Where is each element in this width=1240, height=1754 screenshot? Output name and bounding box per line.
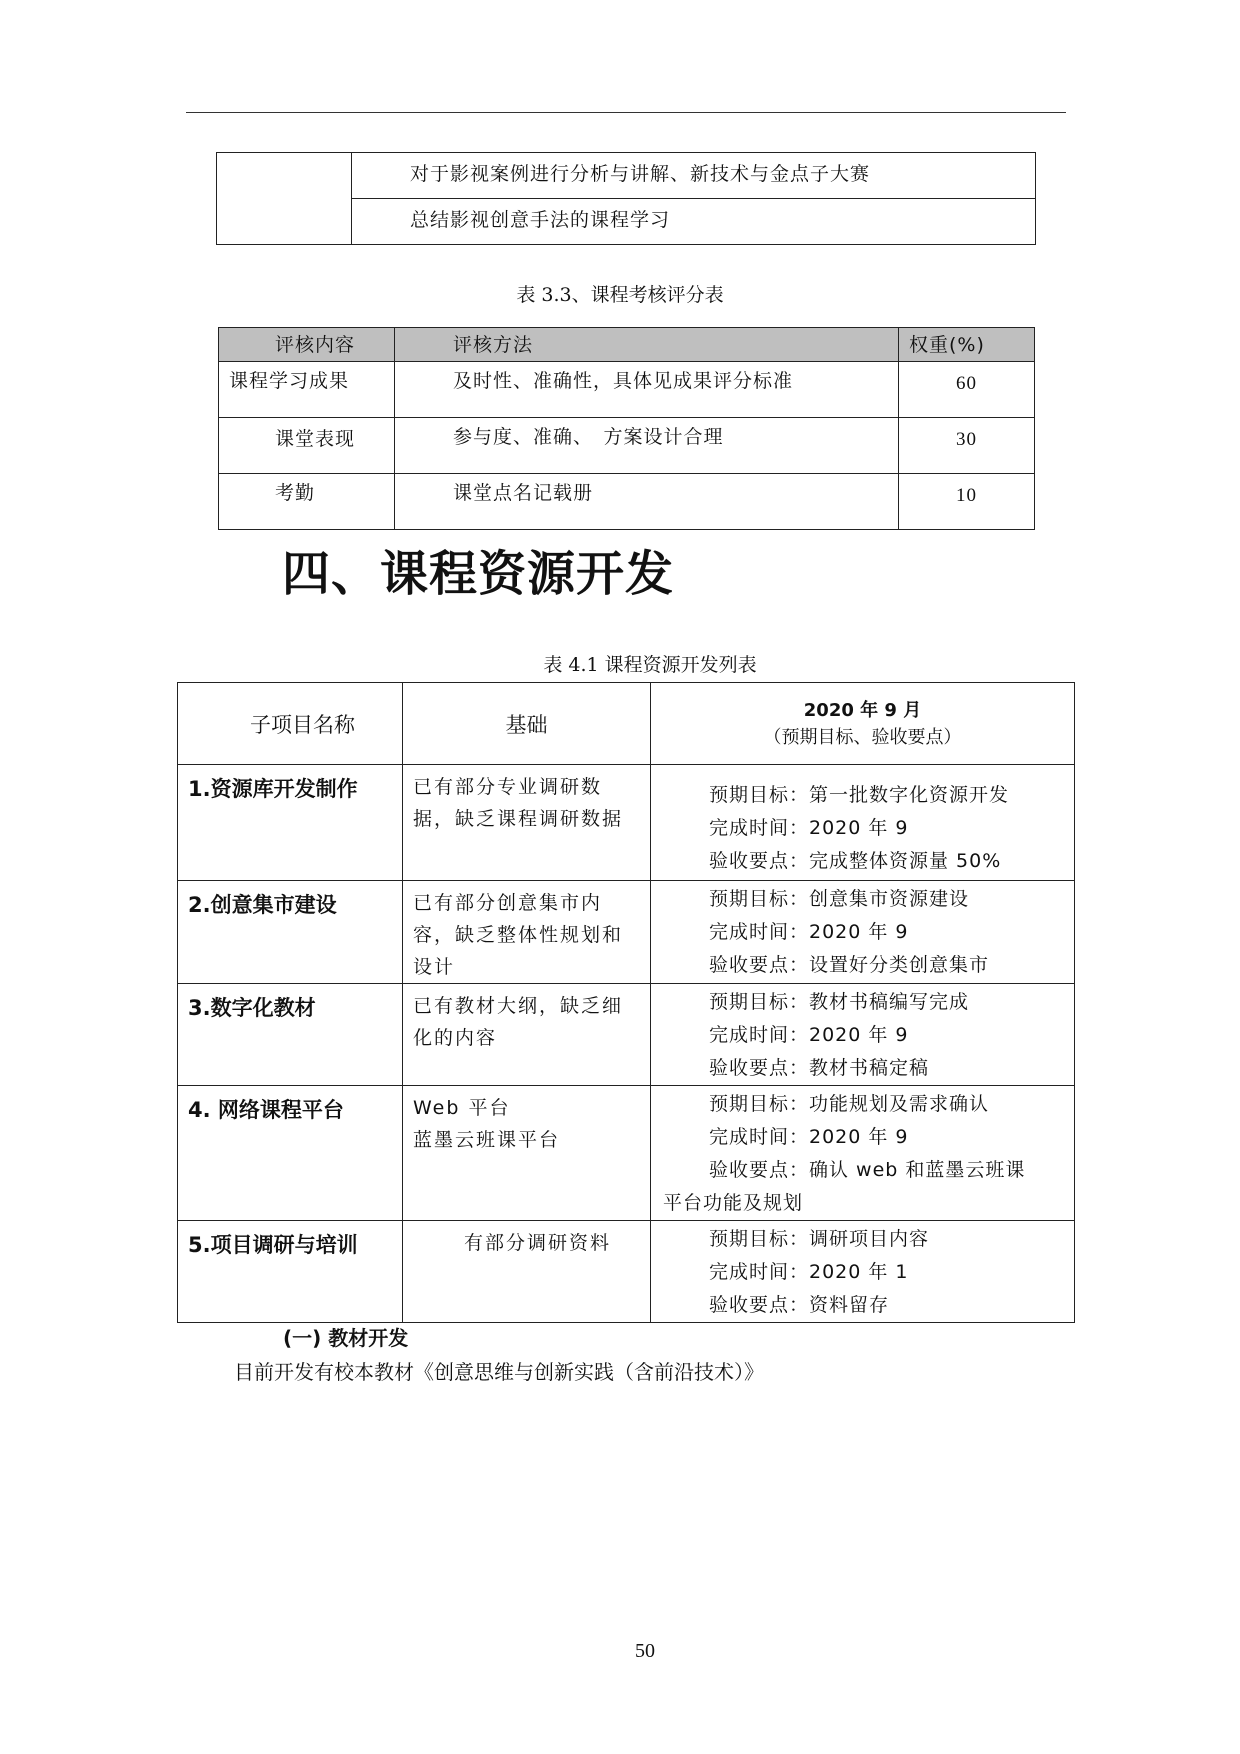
accept-line: 验收要点：资料留存 xyxy=(709,1294,890,1316)
assess-weight: 30 xyxy=(899,418,1035,474)
assess-content: 课程学习成果 xyxy=(219,362,395,418)
table-row xyxy=(178,1221,1075,1323)
time-line: 完成时间：2020 年 9 xyxy=(709,817,909,839)
subproject-name: 2.创意集市建设 xyxy=(178,881,403,984)
table-row xyxy=(219,418,1035,474)
assessment-table xyxy=(218,327,1035,530)
page-number: 50 xyxy=(635,1640,655,1662)
subproject-name: 3.数字化教材 xyxy=(178,984,403,1086)
subproject-basis: 已有部分专业调研数据，缺乏课程调研数据 xyxy=(403,765,651,881)
goal-line: 预期目标：调研项目内容 xyxy=(709,1228,930,1250)
header-time-sub: （预期目标、验收要点） xyxy=(763,726,962,748)
subproject-basis: 有部分调研资料 xyxy=(403,1221,651,1323)
subproject-basis: 已有部分创意集市内容，缺乏整体性规划和设计 xyxy=(403,881,651,984)
header-cell: 评核内容 xyxy=(219,328,395,362)
accept-line: 验收要点：完成整体资源量 50% xyxy=(709,850,1002,872)
assess-method: 参与度、准确、 方案设计合理 xyxy=(395,418,899,474)
assess-weight: 60 xyxy=(899,362,1035,418)
accept-line: 验收要点：教材书稿定稿 xyxy=(709,1057,930,1079)
assess-content: 课堂表现 xyxy=(219,418,395,474)
resources-table xyxy=(177,682,1075,1323)
subproject-goals xyxy=(651,1221,1075,1323)
table-cell: 对于影视案例进行分析与讲解、新技术与金点子大赛 xyxy=(352,153,1036,199)
assess-method: 及时性、准确性，具体见成果评分标准 xyxy=(395,362,899,418)
header-time-title: 2020 年 9 月 xyxy=(803,699,922,721)
table-header-row xyxy=(219,328,1035,362)
subproject-goals xyxy=(651,881,1075,984)
header-cell: 子项目名称 xyxy=(178,683,403,765)
table-caption-4-1: 表 4.1 课程资源开发列表 xyxy=(543,654,757,676)
assess-content: 考勤 xyxy=(219,474,395,530)
table-row xyxy=(219,474,1035,530)
time-line: 完成时间：2020 年 9 xyxy=(709,921,909,943)
table-row xyxy=(219,362,1035,418)
time-line: 完成时间：2020 年 1 xyxy=(709,1261,909,1283)
accept-line-cont: 平台功能及规划 xyxy=(663,1192,804,1214)
table-row xyxy=(178,984,1075,1086)
subproject-basis: Web 平台 蓝墨云班课平台 xyxy=(403,1086,651,1221)
table-row xyxy=(178,765,1075,881)
table-cell: 总结影视创意手法的课程学习 xyxy=(352,199,1036,245)
table-caption-3-3: 表 3.3、课程考核评分表 xyxy=(516,284,724,306)
table-row xyxy=(178,881,1075,984)
header-rule xyxy=(186,112,1066,113)
header-cell: 基础 xyxy=(403,683,651,765)
subproject-basis: 已有教材大纲，缺乏细化的内容 xyxy=(403,984,651,1086)
subproject-goals xyxy=(651,765,1075,881)
header-cell: 评核方法 xyxy=(395,328,899,362)
accept-line: 验收要点：确认 web 和蓝墨云班课 xyxy=(709,1159,1026,1181)
subproject-goals xyxy=(651,984,1075,1086)
header-cell: 权重(%) xyxy=(899,328,1035,362)
goal-line: 预期目标：功能规划及需求确认 xyxy=(709,1093,990,1115)
body-paragraph: 目前开发有校本教材《创意思维与创新实践（含前沿技术）》 xyxy=(234,1360,764,1384)
subsection-title: (一) 教材开发 xyxy=(283,1326,409,1350)
subproject-name: 5.项目调研与培训 xyxy=(178,1221,403,1323)
time-line: 完成时间：2020 年 9 xyxy=(709,1024,909,1046)
assess-method: 课堂点名记载册 xyxy=(395,474,899,530)
accept-line: 验收要点：设置好分类创意集市 xyxy=(709,954,990,976)
goal-line: 预期目标：教材书稿编写完成 xyxy=(709,991,970,1013)
goal-line: 预期目标：创意集市资源建设 xyxy=(709,888,970,910)
continued-table xyxy=(216,152,1036,245)
time-line: 完成时间：2020 年 9 xyxy=(709,1126,909,1148)
assess-weight: 10 xyxy=(899,474,1035,530)
subproject-name: 4. 网络课程平台 xyxy=(178,1086,403,1221)
subproject-name: 1.资源库开发制作 xyxy=(178,765,403,881)
empty-cell xyxy=(217,153,352,245)
goal-line: 预期目标：第一批数字化资源开发 xyxy=(709,784,1010,806)
section-heading: 四、课程资源开发 xyxy=(282,546,675,602)
subproject-goals xyxy=(651,1086,1075,1221)
table-row xyxy=(178,1086,1075,1221)
table-header-row xyxy=(178,683,1075,765)
header-cell xyxy=(651,683,1075,765)
